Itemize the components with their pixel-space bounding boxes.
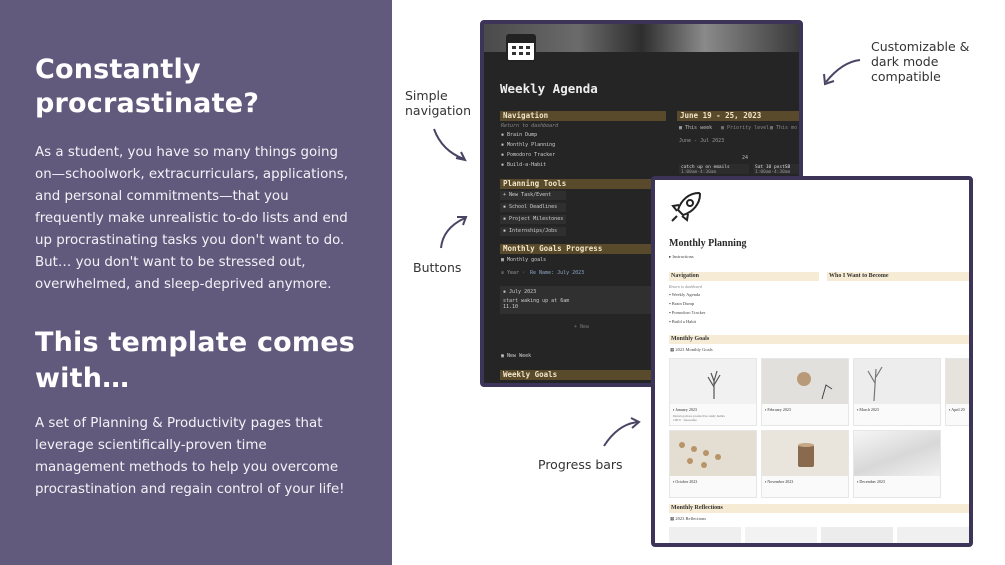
tile-january[interactable] [669, 358, 757, 426]
headline-1b: procrastinate? [35, 88, 260, 119]
tile-image [762, 359, 848, 404]
nav-item-build-a-habit[interactable]: ▪ Build a Habit [669, 319, 696, 324]
return-link[interactable]: Return to dashboard [669, 284, 702, 289]
goals-tab[interactable]: ▦ Monthly goals [501, 257, 547, 263]
who-i-want-to-become-header: Who I Want to Become [827, 272, 973, 281]
reflection-tile[interactable] [745, 527, 817, 547]
simple-navigation-label: Simple navigation [405, 88, 471, 118]
nav-item-build-a-habit[interactable]: ▪ Build-a-Habit [501, 162, 547, 168]
goals-tab[interactable]: ▦ 2023 Monthly Goals [670, 347, 713, 352]
tile-label: ▪ November 2023 [765, 479, 794, 484]
reflection-tile[interactable] [669, 527, 741, 547]
planning-tools-header: Planning Tools [500, 179, 666, 189]
week-header: June 19 - 25, 2023 [677, 111, 803, 121]
nav-item-brain-dump[interactable]: ▪ Brain Dump [501, 132, 538, 138]
add-new-button[interactable]: + New [574, 324, 590, 330]
calendar-event[interactable]: catch up on emails 1:00am-4:30am [679, 164, 749, 174]
monthly-goals-header: Monthly Goals [669, 335, 973, 344]
tile-image [762, 431, 848, 476]
goals-progress-header: Monthly Goals Progress [500, 244, 666, 254]
tile-december[interactable] [853, 430, 941, 498]
tile-label: ▪ April 20 [949, 407, 965, 412]
tile-image [946, 359, 973, 404]
nav-item-brain-dump[interactable]: ▪ Brain Dump [669, 301, 695, 306]
tile-image [670, 359, 756, 404]
filter-name[interactable]: Re Name: July 2023 [530, 270, 585, 276]
date-range: June - Jul 2023 [679, 138, 725, 144]
monthly-reflections-header: Monthly Reflections [669, 504, 973, 513]
navigation-header: Navigation [500, 111, 666, 121]
school-deadlines-button[interactable]: ▪ School Deadlines [500, 203, 566, 212]
nav-item-monthly-planning[interactable]: ▪ Monthly Planning [501, 142, 556, 148]
pins-image [670, 431, 758, 476]
headline-2a: This template comes [35, 327, 356, 358]
goal-card-title: ▪ July 2023 [503, 289, 537, 295]
tile-label: ▪ October 2023 [673, 479, 698, 484]
tree-image [670, 359, 758, 404]
calendar-event[interactable]: Sat 10 postSB 1:00am-4:30am [753, 164, 803, 174]
day-number: 24 [742, 155, 749, 161]
page-title: Weekly Agenda [500, 81, 598, 96]
headline-2b: with… [35, 363, 130, 394]
goal-card-text: start waking up at 6am [503, 298, 570, 304]
calendar-icon [506, 34, 536, 62]
customizable-label: Customizable & dark mode compatible [871, 39, 970, 84]
tile-image [670, 431, 756, 476]
tile-april[interactable] [945, 358, 973, 426]
left-panel [0, 0, 392, 565]
arrow-icon [820, 56, 865, 88]
plant-image [854, 359, 942, 404]
headline-1a: Constantly [35, 54, 201, 85]
goal-card[interactable] [500, 286, 660, 314]
return-link[interactable]: Return to dashboard [501, 123, 559, 129]
arrow-icon [430, 125, 470, 165]
new-task-button[interactable]: + New Task/Event [500, 191, 566, 200]
project-milestones-button[interactable]: ▪ Project Milestones [500, 215, 566, 224]
nav-item-weekly-agenda[interactable]: ▪ Weekly Agenda [669, 292, 701, 297]
nav-item-pomodoro[interactable]: ▪ Pomodoro Tracker [501, 152, 556, 158]
tile-image [854, 431, 940, 476]
tile-label: ▪ December 2023 [857, 479, 885, 484]
arrow-icon [600, 418, 645, 450]
tile-november[interactable] [761, 430, 849, 498]
weekly-goals-header: Weekly Goals [500, 370, 666, 380]
tile-label: ▪ January 2023 Develop more productive study habits 100% · Awesome [673, 407, 725, 422]
coffee-image [762, 431, 850, 476]
navigation-header: Navigation [669, 272, 819, 281]
tile-february[interactable] [761, 358, 849, 426]
tile-label: ▪ March 2023 [857, 407, 879, 412]
internships-button[interactable]: ▪ Internships/Jobs [500, 227, 566, 236]
template-paragraph: A set of Planning & Productivity pages that leverage scientifically-proven time management methods to help you overcome procrastination and regain control of your life! [35, 416, 345, 497]
filter-year[interactable]: ⊙ Year · [501, 270, 526, 276]
reflections-tab[interactable]: ▦ 2023 Reflections [670, 516, 707, 521]
goal-card-value: 11.10 [503, 304, 519, 310]
arrow-icon [435, 212, 475, 252]
nav-item-pomodoro[interactable]: ▪ Pomodoro Tracker [669, 310, 706, 315]
tile-image [854, 359, 940, 404]
tile-label: ▪ February 2023 [765, 407, 791, 412]
reflection-tile[interactable] [897, 527, 969, 547]
tab-this-week[interactable]: ▦ This week [679, 125, 713, 131]
tab-this-month[interactable]: ▦ This mo [770, 125, 798, 131]
tile-march[interactable] [853, 358, 941, 426]
reflection-tile[interactable] [821, 527, 893, 547]
new-week-button[interactable]: ▣ New Week [501, 353, 532, 359]
monthly-planning-screenshot [651, 176, 973, 547]
instructions-toggle[interactable]: ▸ Instructions [669, 254, 694, 259]
intro-paragraph: As a student, you have so many things going on—schoolwork, extracurriculars, applications, and personal commitments—that you frequently make unrealistic to-do lists and end up procrastinating tasks you don't want to do. But… you don't want to be stressed out, overwhelmed, and sleep-deprived anymore. [35, 145, 349, 292]
rocket-icon [669, 190, 703, 224]
progress-bars-label: Progress bars [538, 457, 623, 472]
tab-priority[interactable]: ▦ Priority level [721, 125, 770, 131]
buttons-label: Buttons [413, 260, 462, 275]
page-title: Monthly Planning [669, 238, 747, 249]
tile-october[interactable] [669, 430, 757, 498]
lamp-image [762, 359, 850, 404]
